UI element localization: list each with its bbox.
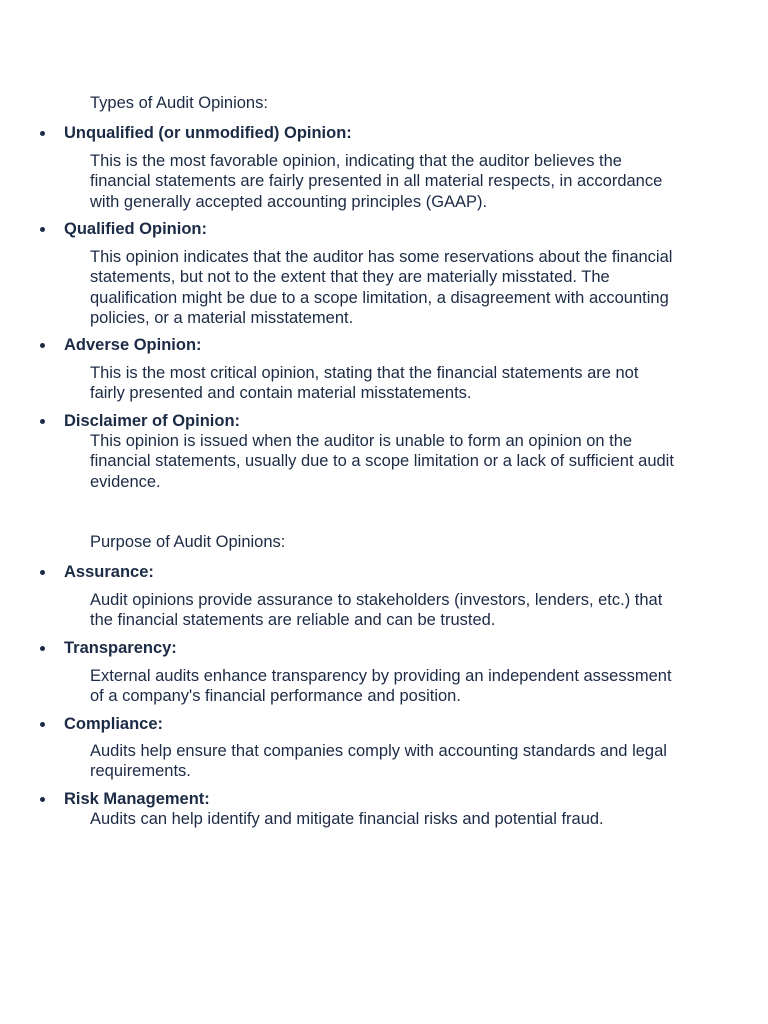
list-item-title: Assurance:	[64, 563, 154, 581]
bullet-dot	[40, 343, 45, 348]
list-item-body: Audits help ensure that companies comply with accounting standards and legal requirements.	[90, 742, 667, 781]
section-heading-purpose: Purpose of Audit Opinions:	[90, 533, 286, 551]
list-item-title: Transparency:	[64, 639, 177, 657]
list-item-body: This is the most critical opinion, stating that the financial statements are not fairly presented and contain material misstatements.	[90, 364, 639, 403]
bullet-dot	[40, 570, 45, 575]
bullet-dot	[40, 227, 45, 232]
list-item-title: Qualified Opinion:	[64, 220, 207, 238]
bullet-dot	[40, 797, 45, 802]
list-item-body: External audits enhance transparency by providing an independent assessment of a company's financial performance and position.	[90, 667, 672, 706]
bullet-dot	[40, 131, 45, 136]
section-heading-types: Types of Audit Opinions:	[90, 94, 268, 112]
list-item-body: This opinion is issued when the auditor is unable to form an opinion on the financial statements, usually due to a scope limitation or a lack of sufficient audit evidence.	[90, 432, 674, 491]
list-item-title: Disclaimer of Opinion:	[64, 412, 241, 430]
list-item-title: Unqualified (or unmodified) Opinion:	[64, 124, 352, 142]
bullet-dot	[40, 722, 45, 727]
list-item-title: Risk Management:	[64, 790, 210, 808]
list-item-body: This is the most favorable opinion, indicating that the auditor believes the financial statements are fairly presented in all material respects, in accordance with generally accepted accounting principles (GAAP).	[90, 152, 663, 211]
list-item-title: Compliance:	[64, 715, 164, 733]
list-item-body: This opinion indicates that the auditor has some reservations about the financial statements, but not to the extent that they are materially misstated. The qualification might be due to a scope limitation, a disagreement with accounting policies, or a material misstatement.	[90, 248, 673, 327]
bullet-dot	[40, 419, 45, 424]
list-item-body: Audit opinions provide assurance to stakeholders (investors, lenders, etc.) that the financial statements are reliable and can be trusted.	[90, 591, 663, 630]
bullet-dot	[40, 646, 45, 651]
list-item-body: Audits can help identify and mitigate financial risks and potential fraud.	[90, 810, 604, 828]
list-item-title: Adverse Opinion:	[64, 336, 202, 354]
